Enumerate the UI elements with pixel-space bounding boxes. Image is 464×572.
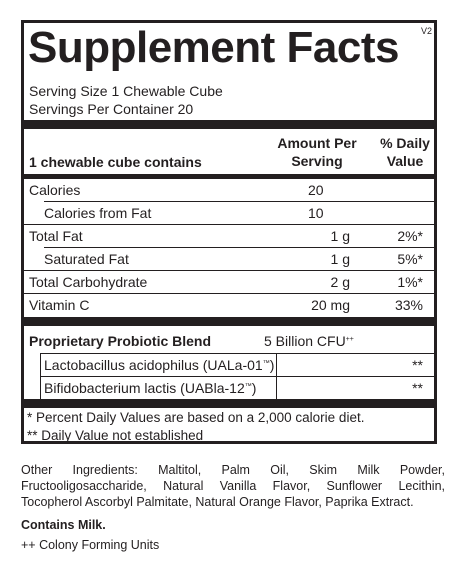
nutrient-name: Total Fat	[29, 228, 83, 244]
not-established-footnote: ** Daily Value not established	[27, 428, 204, 443]
nutrient-dv: 1%*	[397, 274, 423, 290]
strain-name: Lactobacillus acidophilus (UALa-01™)	[44, 357, 275, 373]
contains-milk: Contains Milk.	[21, 518, 106, 532]
dv-header-2: Value	[386, 153, 424, 169]
nutrient-name: Calories from Fat	[44, 205, 152, 221]
percent-dv-footnote: * Percent Daily Values are based on a 2,000 calorie diet.	[27, 410, 365, 425]
nutrient-name: Calories	[29, 182, 81, 198]
nutrient-dv: 5%*	[397, 251, 423, 267]
nutrient-name: Saturated Fat	[44, 251, 129, 267]
nutrient-dv: 33%	[394, 297, 423, 313]
amount-header-2: Serving	[291, 153, 343, 169]
thick-divider	[24, 120, 434, 129]
version-label: V2	[420, 26, 432, 36]
supplement-facts-panel	[21, 20, 437, 444]
nutrient-dv: 2%*	[397, 228, 423, 244]
serving-size: Serving Size 1 Chewable Cube	[29, 83, 223, 99]
servings-per-container: Servings Per Container 20	[29, 101, 194, 117]
amount-header-1: Amount Per	[277, 135, 357, 151]
nutrient-amount: 20	[308, 182, 324, 198]
footnote-divider	[24, 399, 434, 408]
nutrient-name: Total Carbohydrate	[29, 274, 148, 290]
strain-name: Bifidobacterium lactis (UABla-12™)	[44, 380, 257, 396]
nutrient-amount: 20 mg	[311, 297, 350, 313]
strain-dv: **	[412, 357, 423, 373]
nutrient-name: Vitamin C	[29, 297, 90, 313]
panel-title: Supplement Facts	[28, 23, 399, 72]
cfu-note: ++ Colony Forming Units	[21, 538, 160, 552]
blend-amount: 5 Billion CFU++	[264, 333, 354, 349]
strain-dv: **	[412, 380, 423, 396]
nutrient-amount: 10	[308, 205, 324, 221]
nutrient-amount: 2 g	[330, 274, 350, 290]
blend-name: Proprietary Probiotic Blend	[29, 333, 212, 349]
dv-header-1: % Daily	[380, 135, 430, 151]
nutrient-amount: 1 g	[330, 228, 350, 244]
other-ingredients: Other Ingredients: Maltitol, Palm Oil, Skim Milk Powder, Fructooligosaccharide, Natural Vanilla Flavor, Sunflower Lecithin, Tocopherol Ascorbyl Palmitate, Natural Orange Flavor, Paprika Extract.	[21, 463, 445, 509]
blend-divider	[24, 317, 434, 326]
nutrient-amount: 1 g	[330, 251, 350, 267]
contains-header: 1 chewable cube contains	[29, 154, 202, 170]
header-divider	[24, 174, 434, 179]
